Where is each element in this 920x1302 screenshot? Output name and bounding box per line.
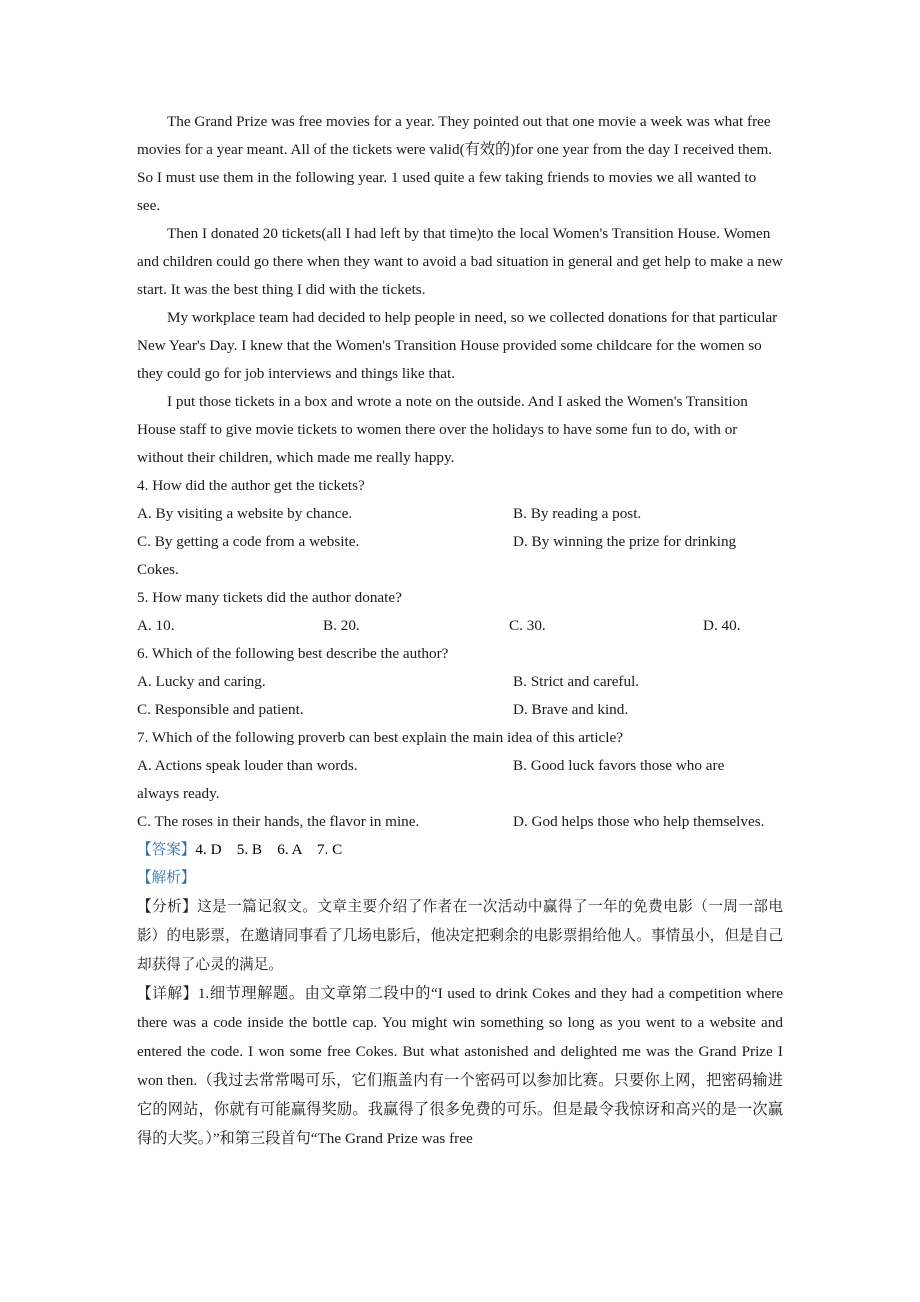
- detail-marker: 【详解】: [137, 985, 198, 1002]
- passage-paragraph-1: The Grand Prize was free movies for a year. They pointed out that one movie a week was what free movies for a year meant. All of the tickets were valid(有效的)for one year from the day I received them. So I must use them in the following year. 1 used quite a few taking friends to movies we all wanted to see.: [137, 113, 773, 214]
- option-7-d[interactable]: D. God helps those who help themselves.: [513, 813, 765, 830]
- question-5-options-row-1: [137, 612, 783, 640]
- option-4-b[interactable]: B. By reading a post.: [513, 505, 642, 522]
- detail-text: 1.细节理解题。由文章第二段中的“I used to drink Cokes and they had a competition where there was a code inside the bottle cap. You might win something so long as you went to a website and entered the code. I won some free Cokes. But what astonished and delighted me was the Grand Prize I won then.（我过去常常喝可乐，它们瓶盖内有一个密码可以参加比赛。只要你上网，把密码输进它的网站，你就有可能赢得奖励。我赢得了很多免费的可乐。但是最令我惊讶和高兴的是一次赢得的大奖。）”和第三段首句“The Grand Prize was free: [137, 985, 783, 1147]
- option-6-d[interactable]: D. Brave and kind.: [513, 701, 629, 718]
- option-7-a[interactable]: A. Actions speak louder than words.: [137, 757, 358, 774]
- question-7-stem: 7. Which of the following proverb can best explain the main idea of this article?: [137, 729, 623, 746]
- question-6-options-row-2: [137, 696, 783, 724]
- passage-paragraph-3: My workplace team had decided to help people in need, so we collected donations for that particular New Year's Day. I knew that the Women's Transition House provided some childcare for the women so they could go for job interviews and things like that.: [137, 309, 778, 382]
- question-4-options-row-1: [137, 500, 783, 528]
- option-4-d-wrap: Cokes.: [137, 561, 179, 578]
- option-5-c[interactable]: C. 30.: [509, 617, 546, 634]
- option-5-b[interactable]: B. 20.: [323, 617, 360, 634]
- option-5-a[interactable]: A. 10.: [137, 617, 175, 634]
- question-7-options-row-2: [137, 808, 783, 836]
- passage-paragraph-2: Then I donated 20 tickets(all I had left by that time)to the local Women's Transition House. Women and children could go there when they want to avoid a bad situation in general and get help to make a new start. It was the best thing I did with the tickets.: [137, 225, 783, 298]
- document-content: [137, 108, 783, 1153]
- question-4-options-row-2: [137, 528, 783, 556]
- analysis-paragraph: [137, 892, 783, 979]
- answer-marker: 【答案】: [137, 841, 196, 858]
- option-4-a[interactable]: A. By visiting a website by chance.: [137, 505, 353, 522]
- question-6-stem: 6. Which of the following best describe the author?: [137, 645, 449, 662]
- passage-paragraph-4: I put those tickets in a box and wrote a note on the outside. And I asked the Women's Transition House staff to give movie tickets to women there over the holidays to have some fun to do, with or without their children, which made me really happy.: [137, 393, 748, 466]
- option-6-a[interactable]: A. Lucky and caring.: [137, 673, 266, 690]
- option-7-c[interactable]: C. The roses in their hands, the flavor in mine.: [137, 813, 420, 830]
- explanation-marker: 【解析】: [137, 869, 196, 886]
- option-7-b-wrap: always ready.: [137, 785, 220, 802]
- answer-line: [137, 836, 783, 864]
- question-4-stem: 4. How did the author get the tickets?: [137, 477, 365, 494]
- option-5-d[interactable]: D. 40.: [703, 617, 741, 634]
- question-5-stem: 5. How many tickets did the author donate?: [137, 589, 402, 606]
- option-7-b[interactable]: B. Good luck favors those who are: [513, 757, 725, 774]
- explanation-line: [137, 864, 783, 892]
- detail-paragraph: [137, 979, 783, 1153]
- analysis-marker: 【分析】: [137, 898, 198, 915]
- option-4-d[interactable]: D. By winning the prize for drinking: [513, 533, 737, 550]
- analysis-text: 这是一篇记叙文。文章主要介绍了作者在一次活动中赢得了一年的免费电影（一周一部电影）的电影票，在邀请同事看了几场电影后，他决定把剩余的电影票捐给他人。事情虽小，但是自己却获得了心灵的满足。: [137, 898, 783, 973]
- option-6-c[interactable]: C. Responsible and patient.: [137, 701, 304, 718]
- question-7-options-row-1: [137, 752, 783, 780]
- question-6-options-row-1: [137, 668, 783, 696]
- answer-values: 4. D 5. B 6. A 7. C: [195, 841, 343, 858]
- option-4-c[interactable]: C. By getting a code from a website.: [137, 533, 360, 550]
- option-6-b[interactable]: B. Strict and careful.: [513, 673, 640, 690]
